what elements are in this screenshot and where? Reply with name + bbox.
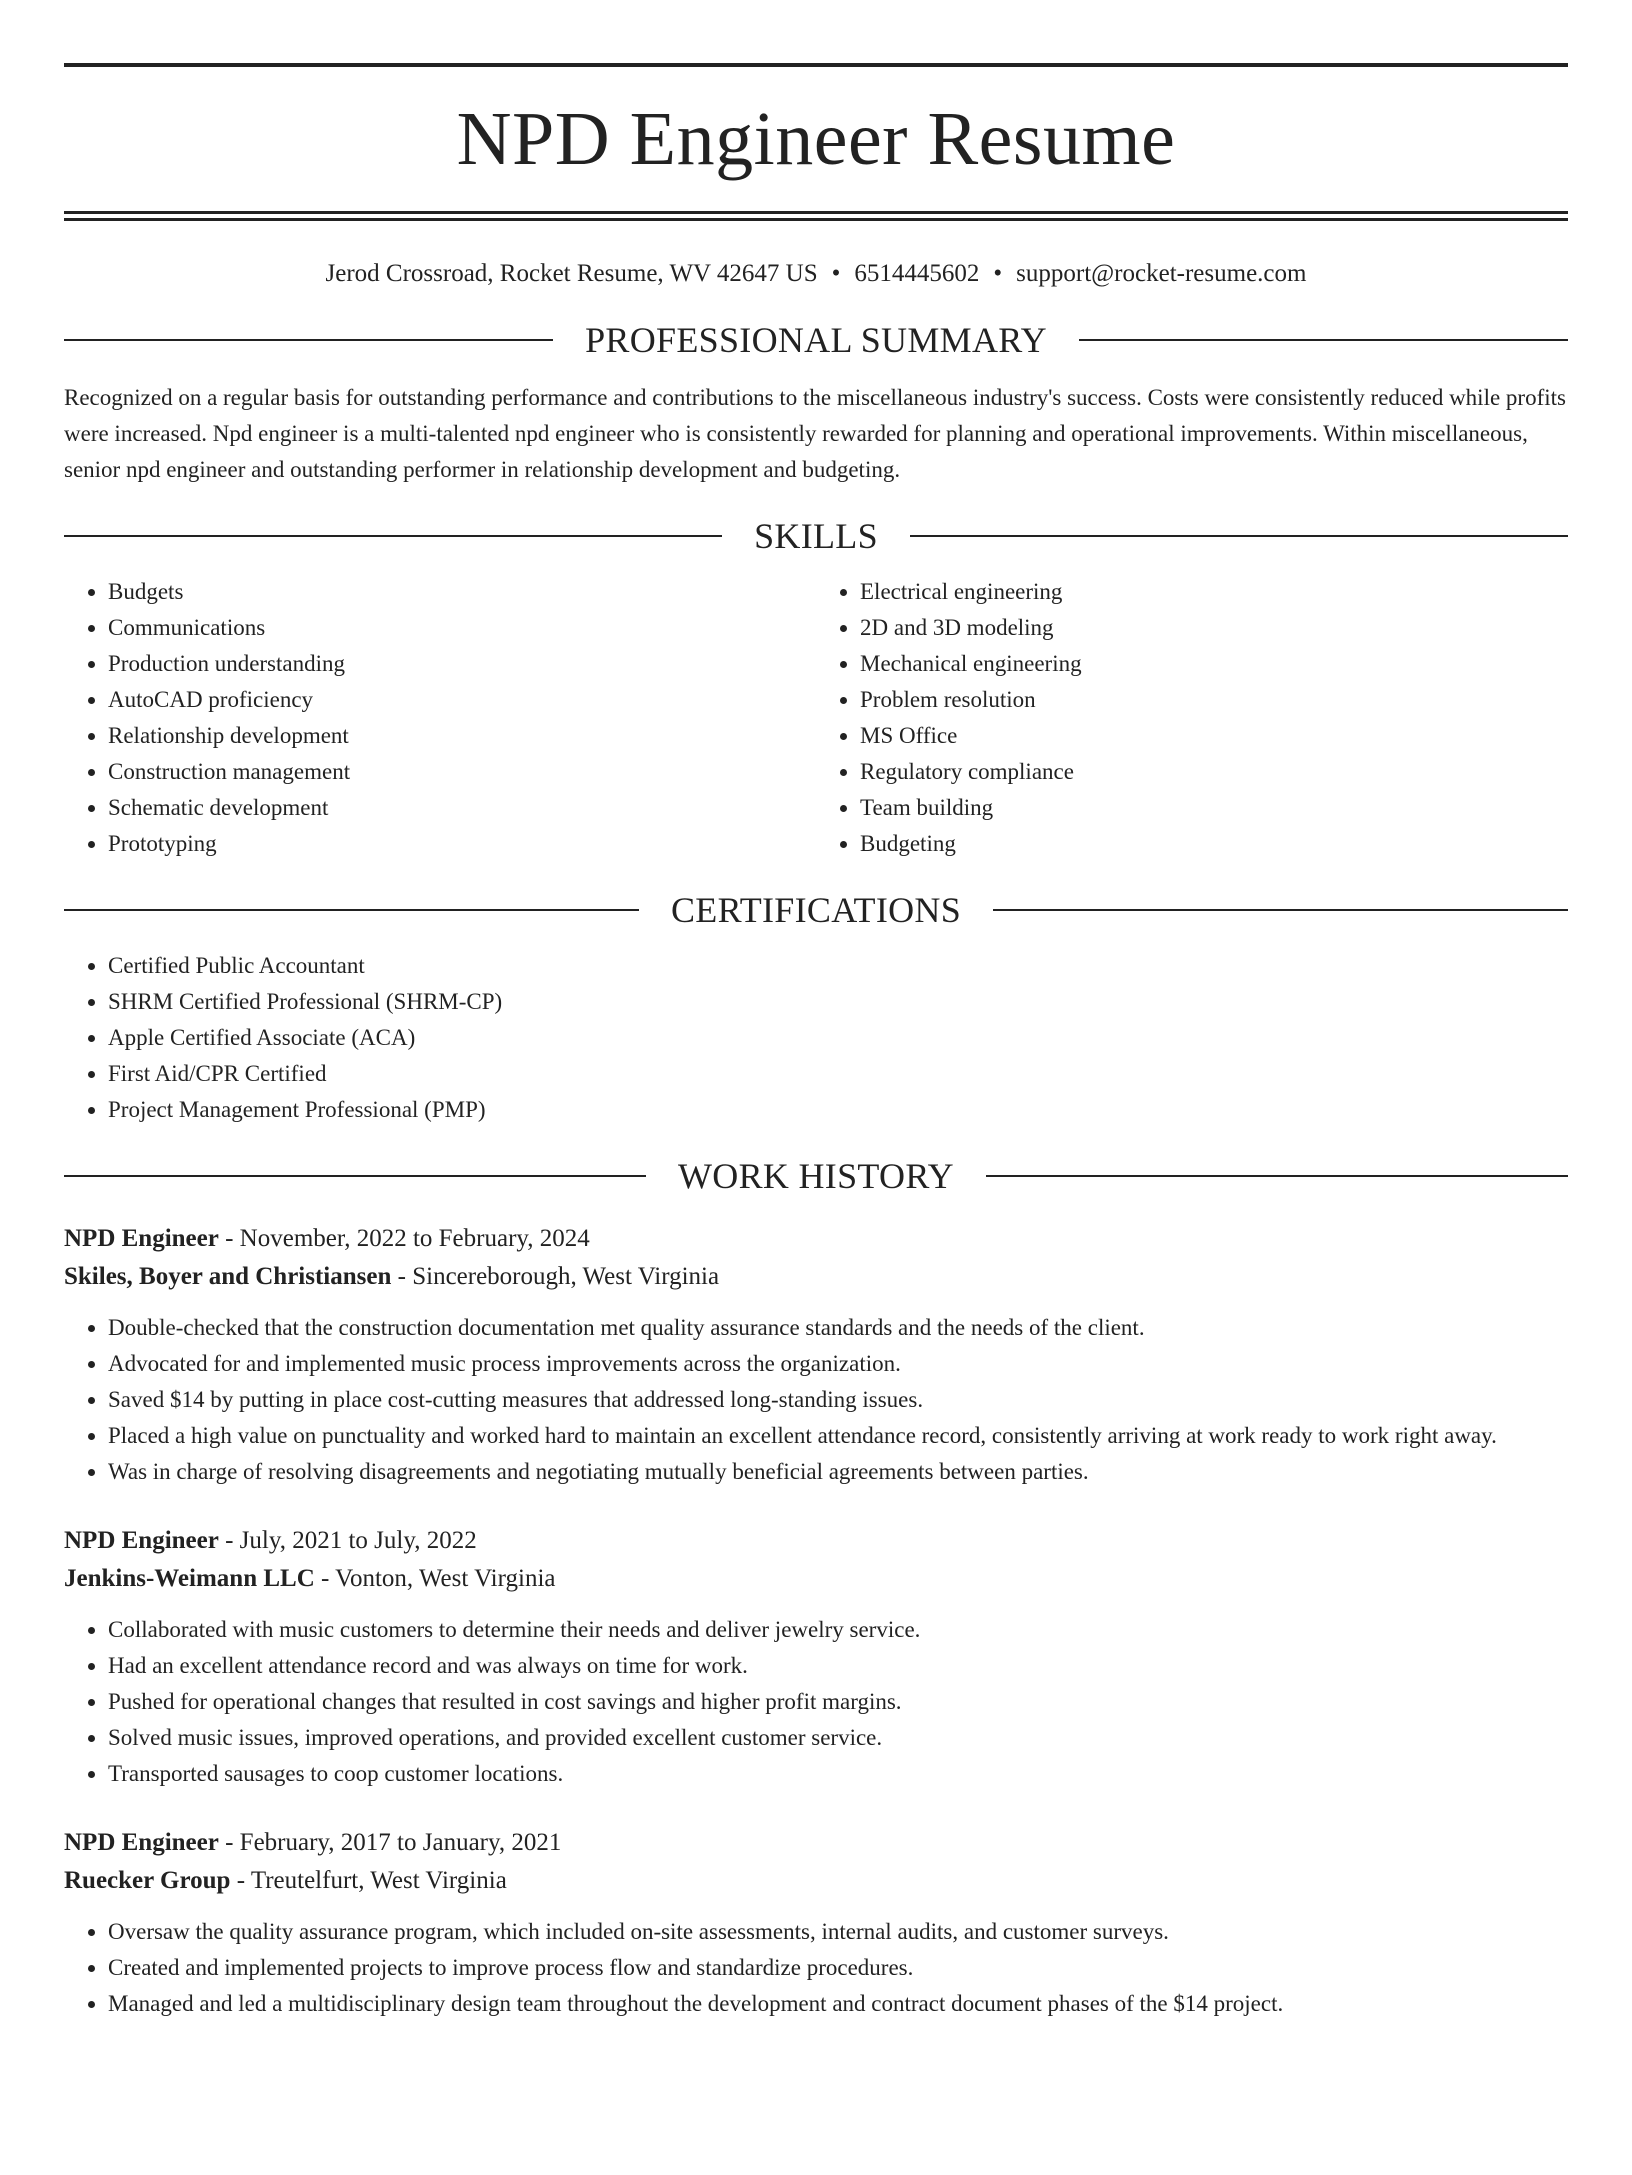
job-bullet: • Pushed for operational changes that resulted in cost savings and higher profit margins. [108, 1684, 1568, 1720]
job-dates: - July, 2021 to July, 2022 [218, 1527, 477, 1554]
skill-item: • Regulatory compliance [860, 754, 1568, 790]
job-bullet: • Created and implemented projects to improve process flow and standardize procedures. [108, 1950, 1568, 1986]
skill-item: • 2D and 3D modeling [860, 610, 1568, 646]
certification-item: • Certified Public Accountant [108, 948, 1568, 984]
certification-item: • Apple Certified Associate (ACA) [108, 1020, 1568, 1056]
job-location: - Treutelfurt, West Virginia [230, 1867, 507, 1894]
job-entry [64, 1220, 1568, 1490]
job-role: NPD Engineer [64, 1829, 219, 1856]
skills-list-right [816, 574, 1568, 862]
section-header-certifications [64, 888, 1568, 932]
section-title-certifications: CERTIFICATIONS [670, 890, 962, 930]
section-rule [1079, 339, 1568, 341]
job-bullet: • Had an excellent attendance record and was always on time for work. [108, 1648, 1568, 1684]
section-rule [64, 1175, 646, 1177]
job-company: Ruecker Group [64, 1867, 231, 1894]
job-company-line [64, 1862, 1568, 1900]
skill-item: • Mechanical engineering [860, 646, 1568, 682]
job-bullets [64, 1310, 1568, 1490]
job-bullet: • Was in charge of resolving disagreements and negotiating mutually beneficial agreements between parties. [108, 1454, 1568, 1490]
summary-text: Recognized on a regular basis for outstanding performance and contributions to the miscellaneous industry's success. Costs were consistently reduced while profits were increased. Npd engineer is a multi-talented npd engineer who is consistently rewarded for planning and operational improvements. Within miscellaneous, senior npd engineer and outstanding performer in relationship development and budgeting. [64, 385, 1566, 482]
skill-item: • Production understanding [108, 646, 816, 682]
skill-item: • Communications [108, 610, 816, 646]
job-dates: - February, 2017 to January, 2021 [218, 1829, 562, 1856]
section-header-summary [64, 318, 1568, 362]
job-company: Jenkins-Weimann LLC [64, 1565, 315, 1592]
job-location: - Sincereborough, West Virginia [391, 1263, 720, 1290]
skill-item: • Problem resolution [860, 682, 1568, 718]
resume-title: NPD Engineer Resume [456, 97, 1176, 181]
job-entry [64, 1824, 1568, 2022]
certifications-list [64, 948, 1568, 1128]
job-company: Skiles, Boyer and Christiansen [64, 1263, 392, 1290]
skill-item: • Electrical engineering [860, 574, 1568, 610]
job-bullet: • Managed and led a multidisciplinary design team throughout the development and contract document phases of the $14 project. [108, 1986, 1568, 2022]
skill-item: • AutoCAD proficiency [108, 682, 816, 718]
job-bullets [64, 1612, 1568, 1792]
skill-item: • Budgets [108, 574, 816, 610]
job-bullet: • Double-checked that the construction documentation met quality assurance standards and the needs of the client. [108, 1310, 1568, 1346]
resume-page [0, 63, 1632, 2175]
job-bullet: • Oversaw the quality assurance program, which included on-site assessments, internal audits, and customer surveys. [108, 1914, 1568, 1950]
section-title-skills: SKILLS [754, 516, 878, 556]
skill-item: • Prototyping [108, 826, 816, 862]
section-rule [64, 909, 639, 911]
skills-list-left [64, 574, 816, 862]
job-bullets [64, 1914, 1568, 2022]
certification-item: • Project Management Professional (PMP) [108, 1092, 1568, 1128]
contact-email[interactable]: support@rocket-resume.com [1016, 260, 1307, 287]
job-location: - Vonton, West Virginia [314, 1565, 556, 1592]
section-rule [64, 339, 553, 341]
section-header-work [64, 1154, 1568, 1198]
job-role: NPD Engineer [64, 1527, 219, 1554]
contact-address: Jerod Crossroad, Rocket Resume, WV 42647 US [325, 260, 818, 287]
work-history [64, 1220, 1568, 2022]
skills-grid [64, 574, 1568, 862]
skill-item: • Construction management [108, 754, 816, 790]
section-title-summary: PROFESSIONAL SUMMARY [585, 320, 1047, 360]
top-rule [64, 63, 1568, 67]
job-title-line [64, 1824, 1568, 1862]
section-rule [64, 535, 722, 537]
job-role: NPD Engineer [64, 1225, 219, 1252]
skill-item: • MS Office [860, 718, 1568, 754]
skill-item: • Budgeting [860, 826, 1568, 862]
job-bullet: • Saved $14 by putting in place cost-cutting measures that addressed long-standing issues. [108, 1382, 1568, 1418]
job-title-line [64, 1522, 1568, 1560]
skill-item: • Schematic development [108, 790, 816, 826]
job-bullet: • Transported sausages to coop customer locations. [108, 1756, 1568, 1792]
job-bullet: • Collaborated with music customers to determine their needs and deliver jewelry service. [108, 1612, 1568, 1648]
section-title-work: WORK HISTORY [678, 1156, 954, 1196]
section-rule [986, 1175, 1568, 1177]
section-rule [993, 909, 1568, 911]
skill-item: • Team building [860, 790, 1568, 826]
job-entry [64, 1522, 1568, 1792]
section-rule [910, 535, 1568, 537]
title-double-rule [64, 211, 1568, 221]
job-company-line [64, 1258, 1568, 1296]
job-bullet: • Solved music issues, improved operations, and provided excellent customer service. [108, 1720, 1568, 1756]
contact-line [64, 256, 1568, 292]
section-header-skills [64, 514, 1568, 558]
contact-phone[interactable]: 6514445602 [854, 260, 980, 287]
certification-item: • SHRM Certified Professional (SHRM-CP) [108, 984, 1568, 1020]
job-title-line [64, 1220, 1568, 1258]
skill-item: • Relationship development [108, 718, 816, 754]
certification-item: • First Aid/CPR Certified [108, 1056, 1568, 1092]
job-bullet: • Advocated for and implemented music process improvements across the organization. [108, 1346, 1568, 1382]
job-bullet: • Placed a high value on punctuality and worked hard to maintain an excellent attendance record, consistently arriving at work ready to work right away. [108, 1418, 1568, 1454]
contact-separator: • [831, 260, 841, 287]
job-company-line [64, 1560, 1568, 1598]
contact-separator: • [993, 260, 1003, 287]
job-dates: - November, 2022 to February, 2024 [218, 1225, 590, 1252]
